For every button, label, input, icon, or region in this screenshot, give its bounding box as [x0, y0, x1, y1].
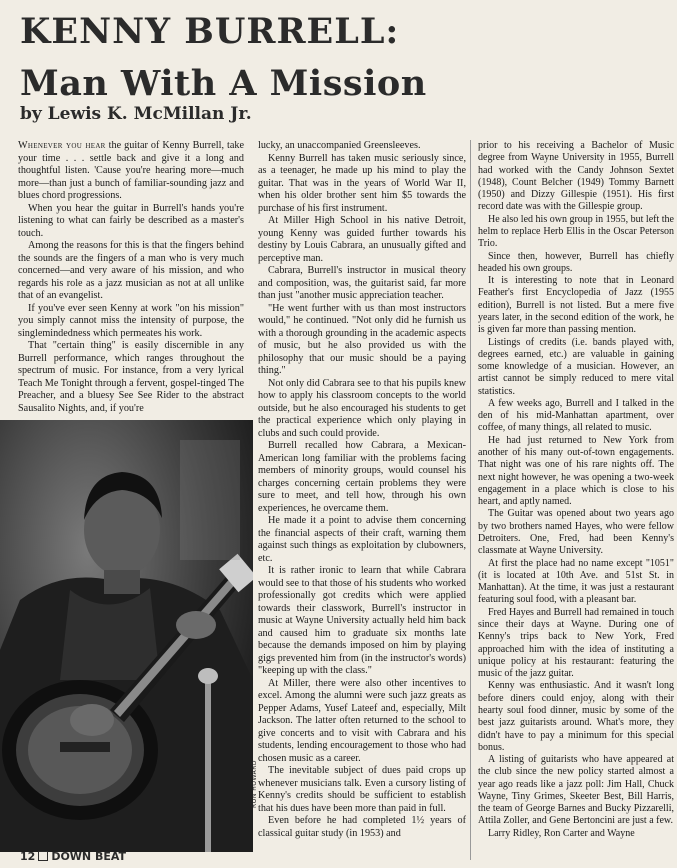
paragraph: The inevitable subject of dues paid crops up whenever musicians talk. Even a cursory listing of Kenny's credits should be sufficient to establish that his dues have been more than paid in full. [258, 765, 466, 814]
paragraph: That "certain thing" is easily discernible in any Burrell performance, which ranges throughout the spectrum of music. For instance, from a very lyrical Teach Me Tonight through a fervent, gospel-tinged The Preacher, and a bluesy See See Rider to the abstract Sausalito Nights, and, if you're [18, 340, 244, 414]
paragraph: Larry Ridley, Ron Carter and Wayne [488, 827, 635, 839]
paragraph: At Miller, there were also other incentives to excel. Among the alumni were such jazz greats as Pepper Adams, Yusef Lateef and, especially, Milt Jackson. The latter often returned to the school to give concerts and to visit with Cabrara and his students, lending encouragement to those who had chosen music as a career. [258, 677, 466, 764]
paragraph: At first the place had no name except "1051" (it is located at 10th Ave. and 51st St. in Manhattan). At the time, it was just a restaurant featuring soul food, with a pleasant bar. [478, 557, 674, 606]
paragraph: A few weeks ago, Burrell and I talked in the den of his mid-Manhattan apartment, over coffee, of many things, all related to music. [478, 397, 674, 434]
headline-line-2: Man With A Mission [20, 63, 427, 104]
paragraph: Burrell recalled how Cabrara, a Mexican-American long familiar with the problems facing members of minority groups, would counsel his charges concerning certain problems they were sure to meet, and tell how, through his own experiences, he overcame them. [258, 440, 466, 514]
paragraph: When you hear the guitar in Burrell's hands you're listening to what can fairly be described as a master's touch. [18, 202, 244, 239]
paragraph: He also led his own group in 1955, but left the helm to replace Herb Ellis in the Oscar Peterson Trio. [478, 213, 674, 250]
paragraph [18, 140, 244, 203]
paragraph: "He went further with us than most instructors would," he continued. "Not only did he furnish us with a thorough grounding in the academic aspects of music, but he also provided us with the philosophy that our music should be a paying thing." [258, 302, 466, 376]
paragraph: At Miller High School in his native Detroit, young Kenny was guided further towards his destiny by Louis Cabrara, an unusually gifted and perceptive man. [258, 215, 466, 264]
photo-illustration [0, 420, 253, 852]
photo-credit: RON HOWARD [251, 760, 258, 809]
paragraph-text: the guitar of Kenny Burrell, take your time . . . settle back and give it a long and thoughtful listen. 'Cause you're hearing more—much more—than just a bunch of familiar-sounding jazz and blues chord progressions. [18, 140, 244, 201]
paragraph: Cabrara, Burrell's instructor in musical theory and composition, was, the guitarist said, far more than just "another music appreciation teacher. [258, 265, 466, 301]
paragraph: It is interesting to note that in Leonard Feather's first Encyclopedia of Jazz (1955 edition), Burrell is not listed. But a mere five years later, in the second edition of the work, he is given far more than passing mention. [478, 275, 674, 336]
paragraph: Kenny Burrell has taken music seriously since, as a teenager, he made up his mind to play the guitar. That was in the years of World War II, when his older brother sent him $5 towards the purchase of his first instrument. [258, 152, 466, 214]
column-3 [478, 140, 674, 840]
kenny-burrell-photo [0, 420, 253, 852]
page-footer [20, 850, 126, 863]
magazine-name: DOWN BEAT [51, 850, 127, 863]
article-headline [20, 10, 660, 106]
page-number: 12 [20, 850, 36, 863]
paragraph: Since then, however, Burrell has chiefly headed his own groups. [478, 250, 674, 274]
paragraph: Kenny was enthusiastic. And it wasn't long before diners could enjoy, along with their hearty soul food dinner, music by some of the best jazz guitarists around. What's more, they didn't have to pay a minimum for this special bonus. [478, 680, 674, 753]
paragraph: A listing of guitarists who have appeared at the club since the new policy started almost a year ago reads like a jazz poll: Jim Hall, Chuck Wayne, Tiny Grimes, Skeeter Best, Bill Harris, the team of George Barnes and Bucky Pizzarelli, Attila Zoller, and Gene Bertoncini are just a few. [478, 754, 674, 827]
byline: by Lewis K. McMillan Jr. [20, 104, 252, 124]
paragraph: Fred Hayes and Burrell had remained in touch since their days at Wayne. During one of Kenny's trips back to New York, Fred approached him with the idea of instituting a unique policy at his restaurant: featuring the music of the jazz guitar. [478, 606, 674, 680]
paragraph: If you've ever seen Kenny at work "on his mission" you simply cannot miss the intensity of purpose, the singlemindedness which permeates his work. [18, 302, 244, 339]
paragraph: He had just returned to New York from another of his many out-of-town engagements. That night was one of his rare nights off. The next night however, he was opening a two-week engagement in a place which is close to his heart, and aptly named. [478, 434, 674, 508]
paragraph: Listings of credits (i.e. bands played with, degrees earned, etc.) are valuable in gaining some knowledge of a musician. However, an artist cannot be simply reduced to mere vital statistics. [478, 336, 674, 397]
column-2 [258, 140, 466, 840]
lead-in: Whenever you hear [18, 140, 106, 151]
paragraph: lucky, an unaccompanied Greensleeves. [258, 140, 421, 151]
column-1 [18, 140, 244, 415]
paragraph: Among the reasons for this is that the fingers behind the sounds are the fingers of a man who is very much concerned—and very aware of his mission, and who regards his role as a jazz musician as not at all unlike that of an evangelist. [18, 240, 244, 301]
column-divider [470, 140, 471, 860]
paragraph: Not only did Cabrara see to that his pupils knew how to apply his classroom concepts to the world outside, but he also encouraged his students to get the practical experience which only playing in clubs and such could provide. [258, 377, 466, 439]
paragraph: Even before he had completed 1½ years of classical guitar study (in 1953) and [258, 815, 466, 839]
paragraph: It is rather ironic to learn that while Cabrara would see to that those of his students who worked professionally got credits which were applied towards their classwork, Burrell's instructor in music at Wayne University actually held him back and caused him to graduate six months late because the demands imposed on him by playing gigs prevented him from (in the instructor's words) "keeping up with the class." [258, 565, 466, 676]
square-icon [38, 851, 48, 861]
headline-line-1: KENNY BURRELL: [20, 11, 400, 52]
paragraph: He made it a point to advise them concerning the financial aspects of their craft, warning them against such things as exploitation by clubowners, etc. [258, 515, 466, 564]
paragraph: prior to his receiving a Bachelor of Music degree from Wayne University in 1955, Burrell had worked with the Candy Johnson Sextet (1948), Count Belcher (1949) Tommy Barnett (1950) and Dizzy Gillespie (1951). His first record date was with the Gillespie group. [478, 140, 674, 213]
paragraph: The Guitar was opened about two years ago by two brothers named Hayes, who were fellow Detroiters. One, Fred, had been Kenny's classmate at Wayne University. [478, 508, 674, 557]
